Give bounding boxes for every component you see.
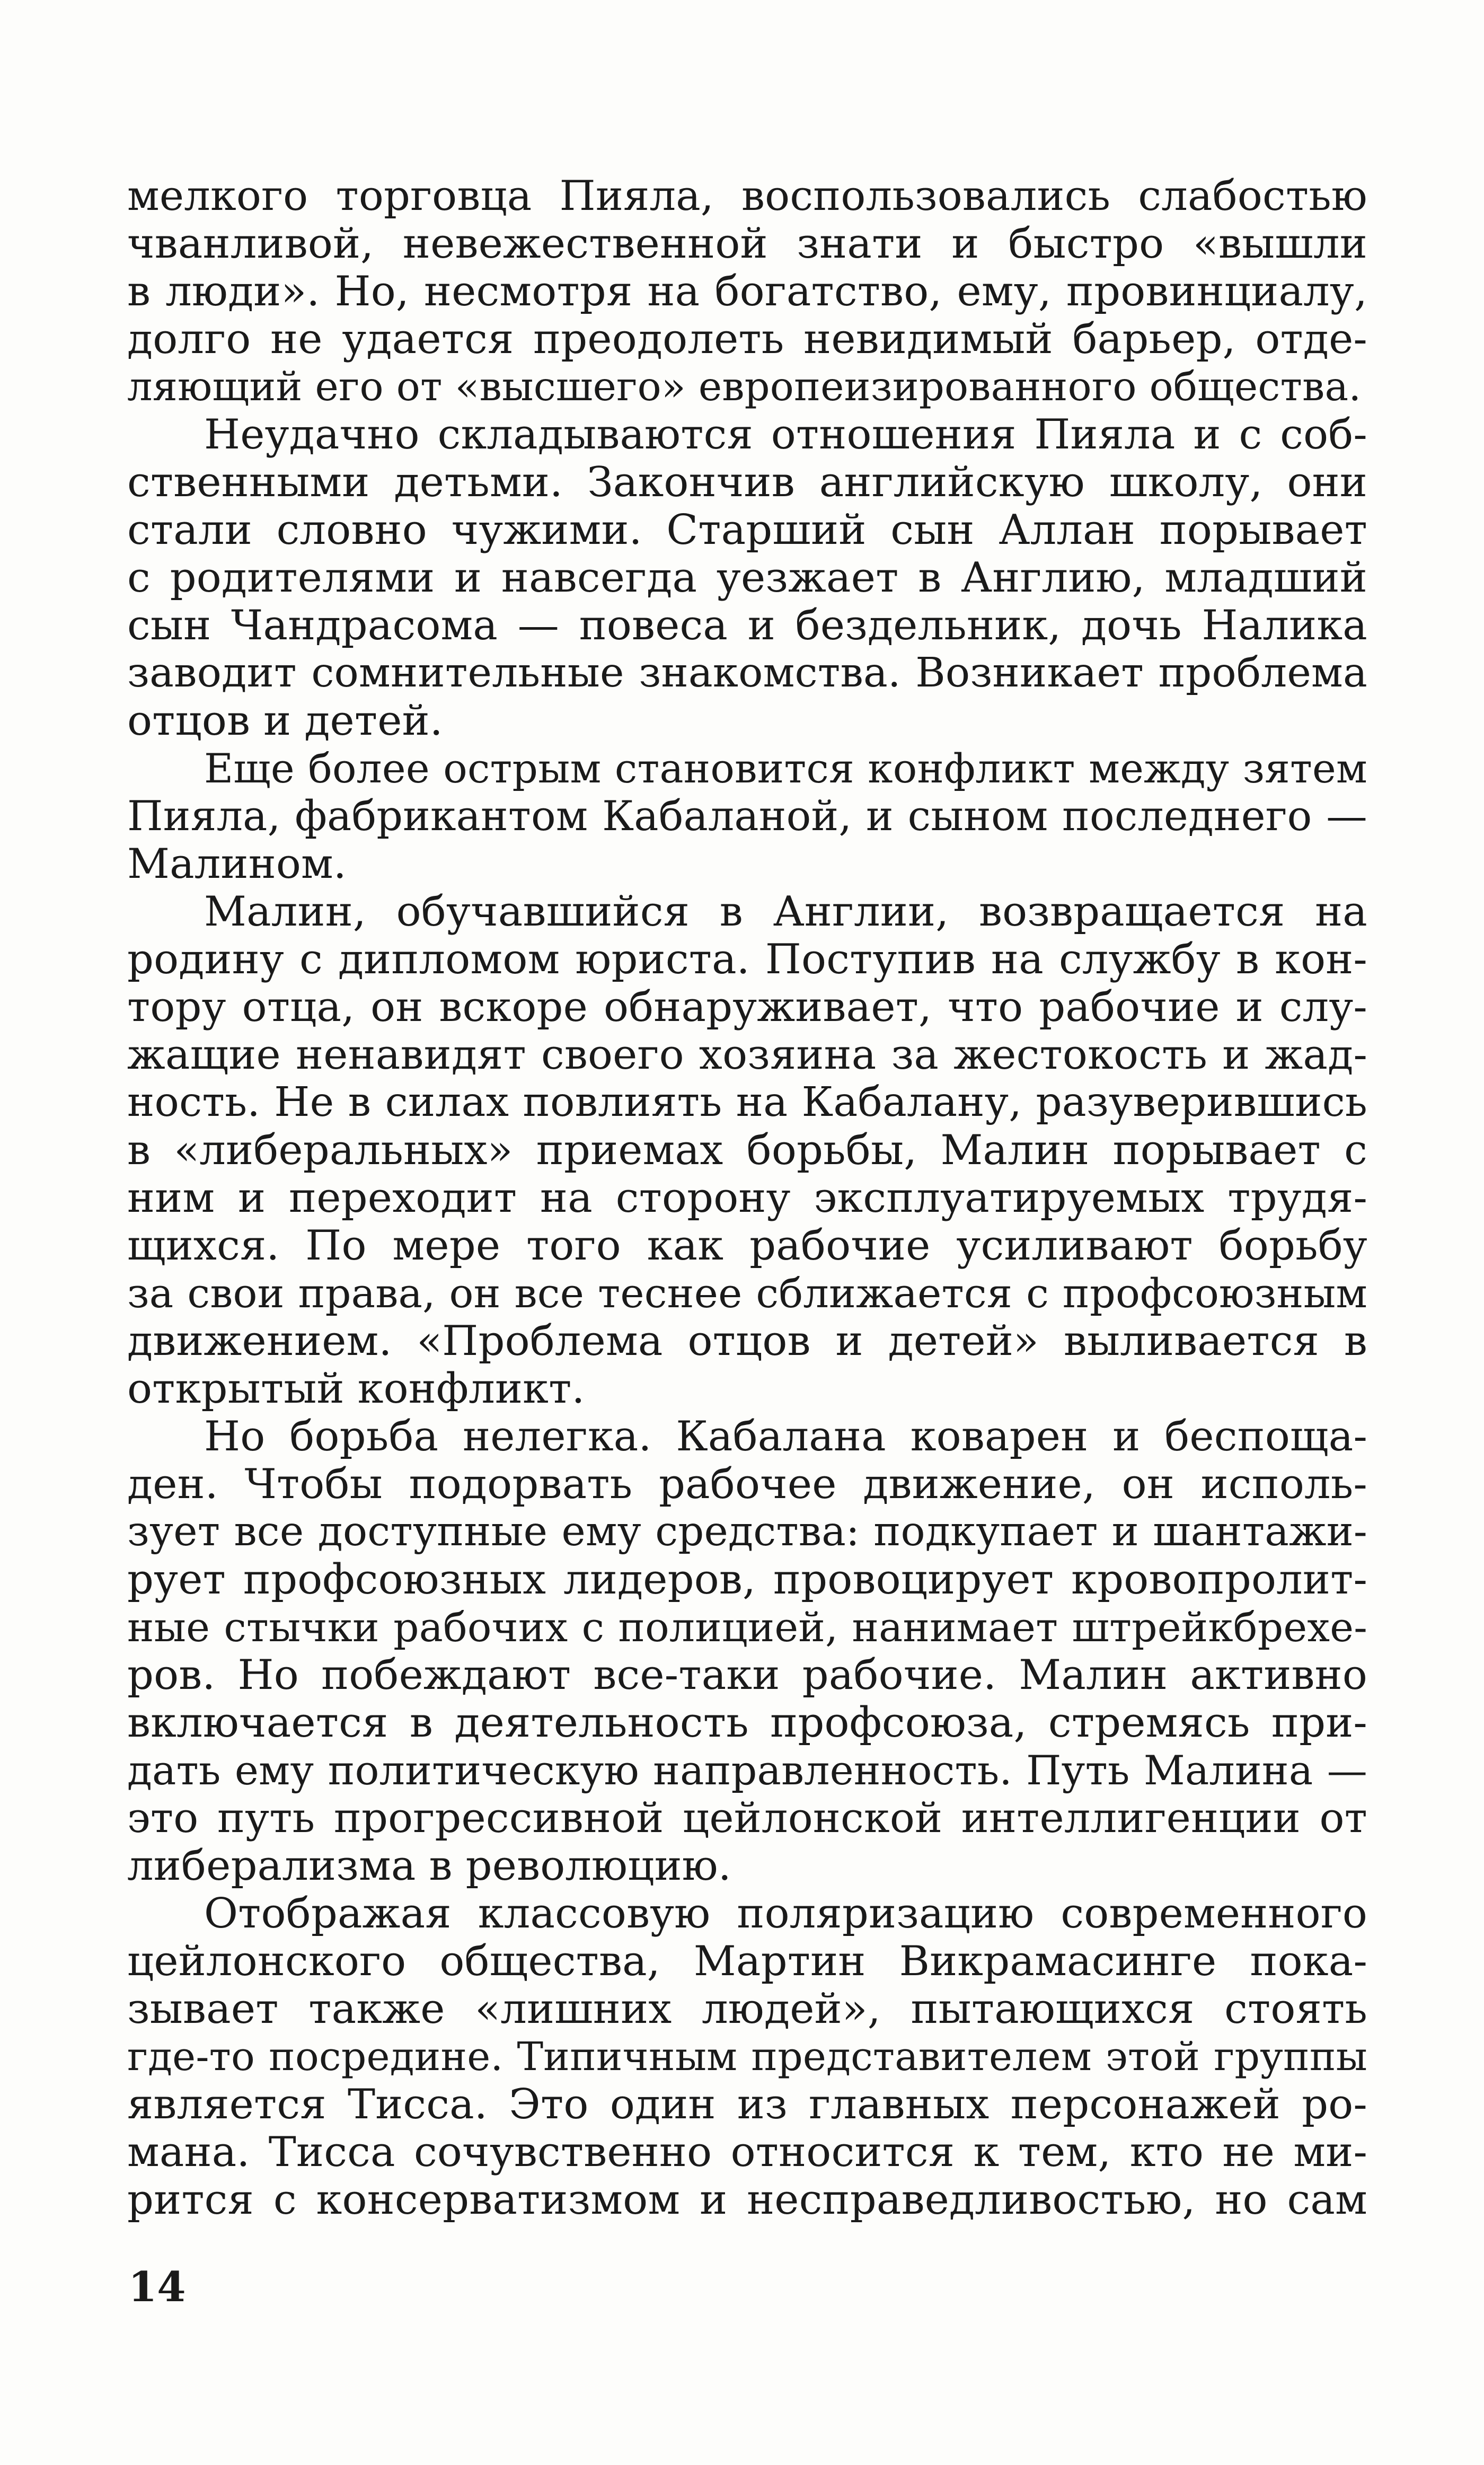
text-line: мелкого торговца Пияла, воспользовались слабостью xyxy=(127,172,1367,220)
text-line: является Тисса. Это один из главных персонажей ро- xyxy=(127,2081,1367,2128)
text-line: сын Чандрасома — повеса и бездельник, дочь Налика xyxy=(127,602,1367,649)
text-line: Отображая классовую поляризацию современного xyxy=(204,1890,1367,1938)
text-line: ственными детьми. Закончив английскую школу, они xyxy=(127,459,1367,506)
text-line: ность. Не в силах повлиять на Кабалану, разуверившись xyxy=(127,1079,1367,1126)
text-line: щихся. По мере того как рабочие усиливают борьбу xyxy=(127,1222,1367,1270)
text-line: Малином. xyxy=(127,840,347,888)
text-line: это путь прогрессивной цейлонской интеллигенции от xyxy=(127,1794,1367,1842)
text-line: в люди». Но, несмотря на богатство, ему, провинциалу, xyxy=(127,268,1367,315)
text-line: Еще более острым становится конфликт между зятем xyxy=(204,745,1367,792)
text-line: заводит сомнительные знакомства. Возникает проблема xyxy=(127,649,1367,697)
text-line: зывает также «лишних людей», пытающихся стоять xyxy=(127,1985,1367,2033)
text-line: ляющий его от «высшего» европеизированного общества. xyxy=(127,364,1362,410)
text-line: стали словно чужими. Старший сын Аллан порывает xyxy=(127,506,1367,554)
text-line: ним и переходит на сторону эксплуатируемых трудя- xyxy=(127,1174,1367,1222)
text-line: ден. Чтобы подорвать рабочее движение, он исполь- xyxy=(127,1460,1367,1508)
text-line: за свои права, он все теснее сближается с профсоюзным xyxy=(127,1270,1367,1317)
text-line: рует профсоюзных лидеров, провоцирует кровопролит- xyxy=(127,1556,1367,1604)
text-line: цейлонского общества, Мартин Викрамасинге пока- xyxy=(127,1938,1367,1985)
text-line: мана. Тисса сочувственно относится к тем, кто не ми- xyxy=(127,2128,1367,2176)
text-line: жащие ненавидят своего хозяина за жестокость и жад- xyxy=(127,1031,1367,1079)
text-line: отцов и детей. xyxy=(127,697,443,745)
text-line: Пияла, фабрикантом Кабаланой, и сыном последнего — xyxy=(127,793,1367,840)
text-line: Но борьба нелегка. Кабалана коварен и беспоща- xyxy=(204,1413,1367,1460)
text-line: с родителями и навсегда уезжает в Англию, младший xyxy=(127,554,1367,602)
text-line: ров. Но побеждают все-таки рабочие. Малин активно xyxy=(127,1651,1367,1699)
text-line: движением. «Проблема отцов и детей» выливается в xyxy=(127,1317,1367,1365)
text-line: рится с консерватизмом и несправедливостью, но сам xyxy=(127,2176,1367,2224)
page-number: 14 xyxy=(128,2263,186,2311)
text-line: открытый конфликт. xyxy=(127,1365,585,1413)
text-line: ные стычки рабочих с полицией, нанимает штрейкбрехе- xyxy=(127,1604,1367,1651)
text-line: долго не удается преодолеть невидимый барьер, отде- xyxy=(127,315,1367,363)
text-line: в «либеральных» приемах борьбы, Малин порывает с xyxy=(127,1126,1367,1174)
text-line: Малин, обучавшийся в Англии, возвращается на xyxy=(204,888,1367,936)
text-line: либерализма в революцию. xyxy=(127,1842,731,1890)
text-line: где-то посредине. Типичным представителем этой группы xyxy=(127,2033,1367,2080)
text-line: включается в деятельность профсоюза, стремясь при- xyxy=(127,1699,1367,1747)
text-line: родину с дипломом юриста. Поступив на службу в кон- xyxy=(127,936,1367,983)
text-line: зует все доступные ему средства: подкупает и шантажи- xyxy=(127,1508,1367,1555)
text-line: чванливой, невежественной знати и быстро «вышли xyxy=(127,220,1367,268)
text-line: дать ему политическую направленность. Путь Малина — xyxy=(127,1747,1367,1794)
text-line: Неудачно складываются отношения Пияла и с соб- xyxy=(204,411,1367,459)
body-text xyxy=(127,172,1367,2224)
text-line: тору отца, он вскоре обнаруживает, что рабочие и слу- xyxy=(127,983,1367,1031)
